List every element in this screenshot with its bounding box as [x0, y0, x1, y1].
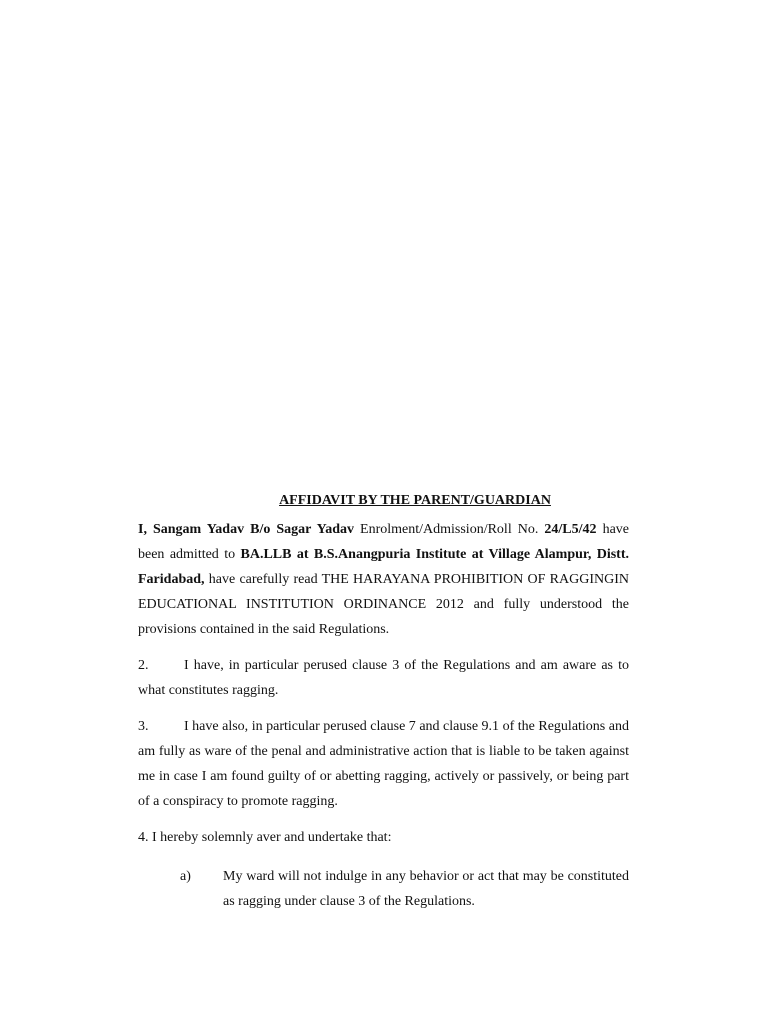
intro-paragraph	[138, 517, 629, 642]
intro-text-1: Enrolment/Admission/Roll No.	[354, 522, 545, 537]
paragraph-3-number: 3.	[138, 719, 149, 734]
paragraph-2-text: I have, in particular perused clause 3 of the Regulations and am aware as to what constitutes ragging.	[138, 658, 629, 698]
list-item-a-text: My ward will not indulge in any behavior or act that may be constituted as ragging under clause 3 of the Regulations.	[223, 869, 629, 909]
paragraph-3	[138, 714, 629, 814]
paragraph-2	[138, 653, 629, 703]
affidavit-title: AFFIDAVIT BY THE PARENT/GUARDIAN	[279, 493, 551, 508]
list-item-a-letter: a)	[180, 869, 191, 884]
affidavit-body	[138, 491, 629, 914]
paragraph-2-number: 2.	[138, 658, 149, 673]
intro-text-3: have carefully read THE HARAYANA PROHIBITION OF RAGGINGIN EDUCATIONAL INSTITUTION ORDINANCE 2012 and fully understood the provisions contained in the said Regulations.	[138, 572, 629, 637]
paragraph-3-text: I have also, in particular perused clause 7 and clause 9.1 of the Regulations and am fully as ware of the penal and administrative action that is liable to be taken against me in case I am found guilty of or abetting ragging, actively or passively, or being part of a conspiracy to promote ragging.	[138, 719, 629, 809]
roll-number: 24/L5/42	[544, 522, 597, 537]
intro-text-2: have been admitted to	[138, 522, 629, 562]
course-institute: BA.LLB at B.S.Anangpuria Institute at Village Alampur, Distt. Faridabad,	[138, 547, 629, 587]
list-item-a	[138, 864, 629, 914]
paragraph-4: 4. I hereby solemnly aver and undertake that:	[138, 830, 392, 845]
declarant-name: I, Sangam Yadav B/o Sagar Yadav	[138, 522, 354, 537]
